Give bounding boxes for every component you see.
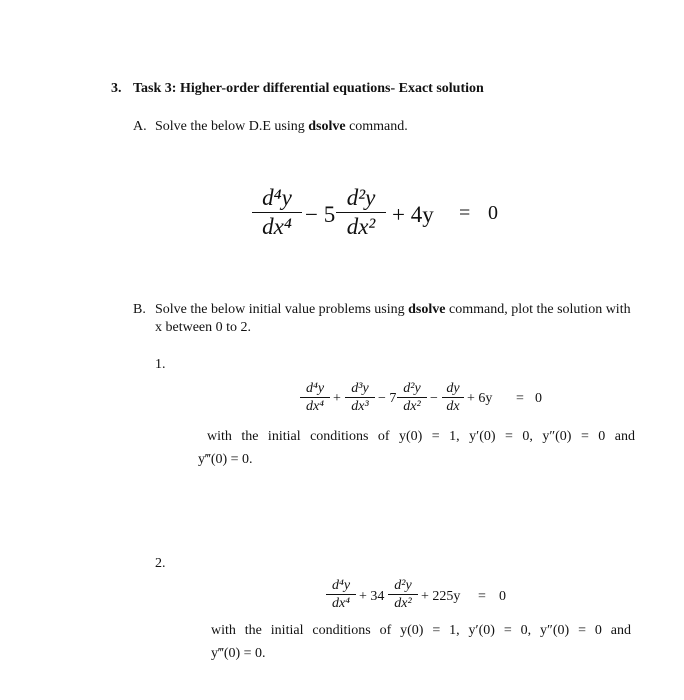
eq-2-f2-num: d²y xyxy=(394,578,412,593)
part-b-letter: B. xyxy=(133,302,146,317)
eq-1-op-3: − xyxy=(430,391,438,406)
eq-2-fraction-1 xyxy=(326,578,356,611)
eq-1-f2-num: d³y xyxy=(351,381,369,396)
part-b-instruction-line-1: Solve the below initial value problems using dsolve command, plot the solution with xyxy=(155,302,631,317)
problem-1-number: 1. xyxy=(155,357,166,372)
eq-1-f4-num: dy xyxy=(446,381,460,396)
eq-1-fraction-1 xyxy=(300,381,330,414)
eq-1-f1-num: d⁴y xyxy=(305,381,325,396)
problem-2-conditions-line-1: with the initial conditions of y(0) = 1, y′(0) = 0, y″(0) = 0 and xyxy=(211,623,631,638)
eq-1-f1-den: dx⁴ xyxy=(305,399,325,414)
eq-2-term-3: + 225y xyxy=(421,589,461,604)
dsolve-command: dsolve xyxy=(308,119,346,134)
eq-a-f2-num: d²y xyxy=(346,185,376,210)
problem-1-conditions-line-2: y‴(0) = 0. xyxy=(198,452,253,467)
eq-2-rhs: 0 xyxy=(499,589,506,604)
part-b-instruction-line-2: x between 0 to 2. xyxy=(155,320,252,335)
eq-1-f4-den: dx xyxy=(446,399,460,414)
eq-2-f1-den: dx⁴ xyxy=(331,596,351,611)
eq-a-f1-num: d⁴y xyxy=(262,185,292,210)
eq-1-term-5: + 6y xyxy=(467,391,493,406)
problem-1-conditions-line-1: with the initial conditions of y(0) = 1, y′(0) = 0, y″(0) = 0 and xyxy=(207,429,635,444)
eq-a-equals: = xyxy=(459,202,471,224)
task-title: Task 3: Higher-order differential equations- Exact solution xyxy=(133,81,484,96)
problem-2-conditions-line-2: y‴(0) = 0. xyxy=(211,646,266,661)
eq-1-f2-den: dx³ xyxy=(351,399,369,414)
eq-1-f3-den: dx² xyxy=(403,399,421,414)
eq-2-fraction-2 xyxy=(388,578,418,611)
part-a-instruction: Solve the below D.E using dsolve command. xyxy=(155,119,408,134)
eq-1-op-2: − 7 xyxy=(378,391,397,406)
eq-1-fraction-4 xyxy=(442,381,464,414)
eq-a-f1-den: dx⁴ xyxy=(262,214,292,239)
problem-2-number: 2. xyxy=(155,556,166,571)
eq-2-equals: = xyxy=(478,589,486,604)
eq-1-fraction-2 xyxy=(345,381,375,414)
eq-a-rhs: 0 xyxy=(488,202,498,224)
dsolve-command-b: dsolve xyxy=(408,302,446,317)
eq-1-equals: = xyxy=(516,391,524,406)
task-number: 3. xyxy=(111,81,122,96)
eq-1-rhs: 0 xyxy=(535,391,542,406)
eq-a-op-1: − 5 xyxy=(305,202,336,227)
eq-1-fraction-3 xyxy=(397,381,427,414)
eq-1-op-1: + xyxy=(333,391,341,406)
eq-a-f2-den: dx² xyxy=(346,214,376,239)
eq-1-f3-num: d²y xyxy=(403,381,421,396)
eq-a-fraction-1 xyxy=(252,186,302,239)
eq-2-f1-num: d⁴y xyxy=(331,578,351,593)
eq-a-fraction-2 xyxy=(336,186,386,239)
eq-2-op-1: + 34 xyxy=(359,589,385,604)
part-a-letter: A. xyxy=(133,119,147,134)
eq-2-f2-den: dx² xyxy=(394,596,412,611)
eq-a-term-3: + 4y xyxy=(392,202,434,227)
